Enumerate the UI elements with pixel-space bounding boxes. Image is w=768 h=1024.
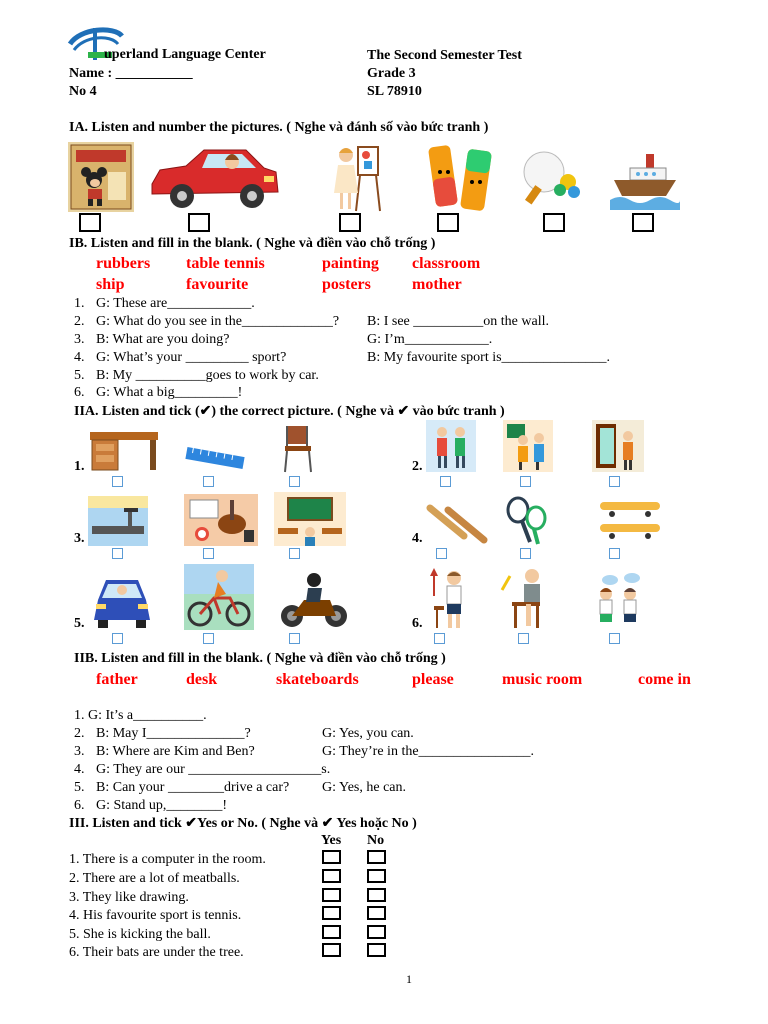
no-checkbox[interactable] [367,906,386,920]
rubbers-image [426,142,496,214]
grade: Grade 3 [367,66,416,81]
chair-image [277,424,317,474]
item-number: 6. [74,798,85,813]
fill-sentence: G: What do you see in the_____________? [96,314,340,329]
table-tennis-image [516,146,586,206]
yes-header: Yes [321,833,342,848]
iia-checkbox[interactable] [112,633,123,644]
item-number: 6. [74,385,85,400]
fill-sentence: G: They are our ___________________s. [96,762,331,777]
item-number: 2. [74,314,85,329]
section-ib-title: IB. Listen and fill in the blank. ( Nghe và điền vào chỗ trống ) [69,236,436,251]
man-sitting-image [498,566,550,630]
item-number: 1. [74,296,85,311]
ruler-image [184,444,246,474]
word-bank-item: music room [502,671,583,688]
iia-checkbox[interactable] [289,548,300,559]
word-bank-item: father [96,671,138,688]
page-number: 1 [406,972,412,986]
bats-image [424,502,490,546]
iia-checkbox[interactable] [203,633,214,644]
no-checkbox[interactable] [367,925,386,939]
group-number: 6. [412,616,423,631]
fill-sentence: B: May I______________? [96,726,251,741]
blue-car-image [90,570,154,630]
iia-checkbox[interactable] [520,476,531,487]
iia-checkbox[interactable] [518,633,529,644]
answer-box-5[interactable] [543,213,565,232]
fill-sentence: G: What’s your _________ sport? [96,350,287,365]
fill-sentence: G: What a big_________! [96,385,243,400]
fill-sentence: G: I’m____________. [367,332,493,347]
word-bank-item: favourite [186,276,249,293]
no-checkbox[interactable] [367,943,386,957]
section-iii-title: III. Listen and tick ✔Yes or No. ( Nghe và ✔ Yes hoặc No ) [69,816,417,831]
yes-checkbox[interactable] [322,869,341,883]
statement: 1. There is a computer in the room. [69,852,266,867]
item-number: 4. [74,350,85,365]
no-checkbox[interactable] [367,869,386,883]
center-name: uperland Language Center [104,47,266,62]
no-checkbox[interactable] [367,850,386,864]
name-field: Name : ___________ [69,66,193,81]
fill-sentence: G: It’s a__________. [88,708,207,723]
word-bank-item: rubbers [96,255,151,272]
classroom-board-image [274,492,346,546]
iia-checkbox[interactable] [609,476,620,487]
group-number: 5. [74,616,85,631]
statement: 6. Their bats are under the tree. [69,945,244,960]
movie-poster-image [68,142,134,212]
yes-checkbox[interactable] [322,943,341,957]
no-checkbox[interactable] [367,888,386,902]
statement: 5. She is kicking the ball. [69,927,211,942]
word-bank-item: ship [96,276,125,293]
door-image [592,420,644,472]
fill-sentence: G: Yes, you can. [322,726,414,741]
iia-checkbox[interactable] [203,548,214,559]
iia-checkbox[interactable] [203,476,214,487]
iia-checkbox[interactable] [289,633,300,644]
fill-sentence: B: My favourite sport is_______________. [367,350,611,365]
iia-checkbox[interactable] [434,633,445,644]
answer-box-6[interactable] [632,213,654,232]
red-car-image [146,140,282,212]
fill-sentence: G: They’re in the________________. [322,744,535,759]
tennis-rackets-image [504,496,552,546]
iia-checkbox[interactable] [520,548,531,559]
item-number: 3. [74,744,85,759]
word-bank-item: skateboards [276,671,359,688]
classroom-kids-image [503,420,553,472]
section-ia-title: IA. Listen and number the pictures. ( Nghe và đánh số vào bức tranh ) [69,120,489,135]
girl-painting-image [330,141,384,213]
fill-sentence: B: My __________goes to work by car. [96,368,319,383]
fill-sentence: B: Where are Kim and Ben? [96,744,255,759]
gym-image [88,496,148,546]
skateboards-image [596,496,664,546]
statement: 3. They like drawing. [69,890,189,905]
group-number: 2. [412,459,423,474]
fill-sentence: G: These are____________. [96,296,255,311]
cyclist-image [184,564,254,630]
item-number: 4. [74,762,85,777]
item-number: 1. [74,708,85,723]
group-number: 3. [74,531,85,546]
answer-box-3[interactable] [339,213,361,232]
section-iia-title: IIA. Listen and tick (✔) the correct picture. ( Nghe và ✔ vào bức tranh ) [74,404,505,419]
item-number: 5. [74,780,85,795]
word-bank-item: come in [638,671,691,688]
iia-checkbox[interactable] [609,548,620,559]
desk-image [88,428,160,472]
section-iib-title: IIB. Listen and fill in the blank. ( Nghe và điền vào chỗ trống ) [74,651,446,666]
iia-checkbox[interactable] [609,633,620,644]
iia-checkbox[interactable] [289,476,300,487]
test-title: The Second Semester Test [367,48,522,63]
yes-checkbox[interactable] [322,906,341,920]
music-room-image [184,494,258,546]
fill-sentence: B: What are you doing? [96,332,230,347]
word-bank-item: please [412,671,454,688]
item-number: 2. [74,726,85,741]
answer-box-1[interactable] [79,213,101,232]
answer-box-4[interactable] [437,213,459,232]
no-header: No [367,833,385,848]
word-bank-item: painting [322,255,379,272]
fill-sentence: G: Yes, he can. [322,780,406,795]
yes-checkbox[interactable] [322,850,341,864]
people-greeting-image [426,420,476,472]
children-talking-image [590,572,648,630]
word-bank-item: table tennis [186,255,265,272]
group-number: 1. [74,459,85,474]
fill-sentence: G: Stand up,________! [96,798,228,813]
test-code: SL 78910 [367,84,422,99]
item-number: 3. [74,332,85,347]
fill-sentence: B: I see __________on the wall. [367,314,549,329]
yes-checkbox[interactable] [322,888,341,902]
iia-checkbox[interactable] [436,548,447,559]
boy-standing-image [428,566,472,630]
word-bank-item: mother [412,276,462,293]
fill-sentence: B: Can your ________drive a car? [96,780,290,795]
word-bank-item: classroom [412,255,481,272]
test-number: No 4 [69,84,97,99]
group-number: 4. [412,531,423,546]
statement: 2. There are a lot of meatballs. [69,871,240,886]
ship-image [610,150,680,210]
motorcycle-image [276,570,350,630]
answer-box-2[interactable] [188,213,210,232]
word-bank-item: desk [186,671,218,688]
iia-checkbox[interactable] [112,476,123,487]
item-number: 5. [74,368,85,383]
statement: 4. His favourite sport is tennis. [69,908,242,923]
word-bank-item: posters [322,276,371,293]
iia-checkbox[interactable] [440,476,451,487]
yes-checkbox[interactable] [322,925,341,939]
iia-checkbox[interactable] [112,548,123,559]
